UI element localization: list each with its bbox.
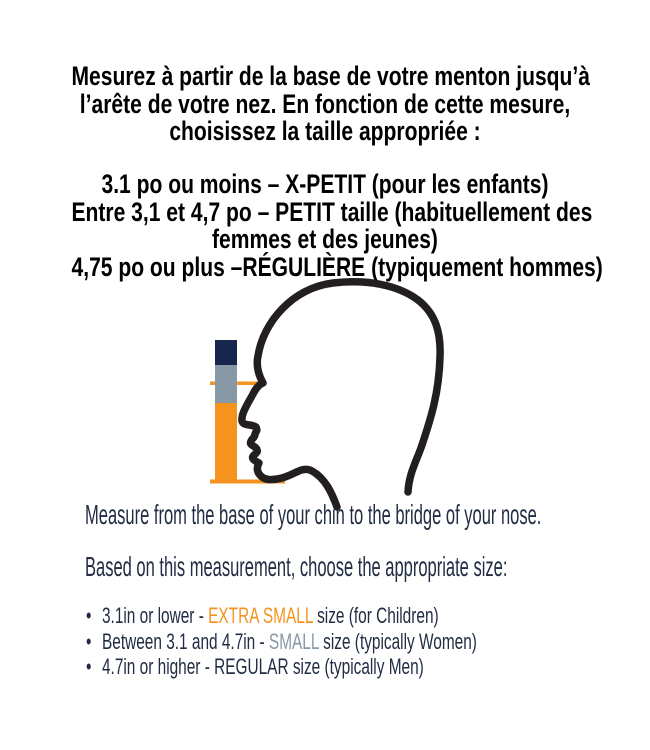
size-bullet-xsmall [86, 603, 477, 629]
french-intro-line: choisissez la taille appropriée : [169, 116, 481, 146]
english-size-bullet-list [86, 603, 477, 680]
size-label-regular: REGULAR [214, 654, 289, 679]
measuring-bar-regular-segment [215, 403, 237, 483]
bullet-icon: • [86, 654, 92, 679]
head-profile-outline [242, 282, 440, 507]
size-label-extra-small: EXTRA SMALL [208, 603, 313, 628]
french-size-line: 3.1 po ou moins – X-PETIT (pour les enfants) [101, 169, 549, 199]
size-bullet-regular [86, 654, 477, 680]
french-intro-line: l’arête de votre nez. En fonction de cette mesure, [79, 88, 571, 119]
french-intro-line: Mesurez à partir de la base de votre menton jusqu’à [71, 61, 590, 91]
bullet-icon: • [86, 628, 92, 654]
french-intro-paragraph [71, 61, 590, 146]
french-size-line: Entre 3,1 et 4,7 po – PETIT taille (habituellement des [71, 196, 593, 227]
measuring-bar-xsmall-segment [215, 340, 237, 365]
english-choose-instruction: Based on this measurement, choose the appropriate size: [85, 551, 508, 582]
bullet-icon: • [86, 603, 92, 628]
bullet-text: size (typically Women) [323, 628, 477, 654]
french-size-list [71, 169, 603, 282]
size-label-small: SMALL [268, 628, 319, 654]
bullet-text: size (typically Men) [292, 654, 424, 679]
measuring-bar-small-segment [215, 365, 237, 403]
size-bullet-small [86, 629, 477, 655]
bullet-text: size (for Children) [317, 603, 439, 628]
head-measurement-illustration [0, 275, 650, 515]
bullet-text: 3.1in or lower - [101, 603, 209, 628]
bullet-text: Between 3.1 and 4.7in - [101, 628, 269, 654]
french-size-line: femmes et des jeunes) [212, 224, 438, 254]
english-measure-instruction: Measure from the base of your chin to the bridge of your nose. [85, 499, 542, 530]
bullet-text: 4.7in or higher - [101, 654, 215, 679]
french-size-line: 4,75 po ou plus –RÉGULIÈRE (typiquement hommes) [71, 251, 603, 282]
